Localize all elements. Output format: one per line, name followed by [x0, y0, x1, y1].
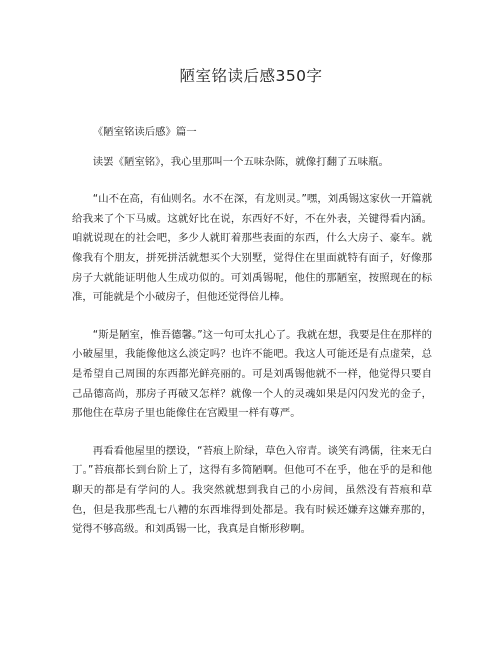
paragraph: “山不在高，有仙则名。水不在深，有龙则灵。”嘿，刘禹锡这家伙一开篇就给我来了个下马威。这就好比在说，东西好不好，不在外表，关键得看内涵。咱就说现在的社会吧，多少人就盯着那些表面的东西，什么大房子、豪车。就像我有个朋友，拼死拼活就想买个大别墅，觉得住在里面就特有面子，好像那房子大就能证明他人生成功似的。可刘禹锡呢，他住的那陋室，按照现在的标准，可能就是个小破房子，但他还觉得倍儿棒。: [72, 193, 432, 304]
paragraph: “斯是陋室，惟吾德馨。”这一句可太扎心了。我就在想，我要是住在那样的小破屋里，我能像他这么淡定吗？也许不能吧。我这人可能还是有点虚荣，总是希望自己周围的东西都光鲜亮丽的。可是刘禹锡他就不一样，他觉得只要自己品德高尚，那房子再破又怎样？就像一个人的灵魂如果是闪闪发光的金子，那他住在草房子里也能像住在宫殿里一样有尊严。: [72, 328, 432, 420]
article-body: [72, 123, 432, 558]
section-subtitle: 《陋室铭读后感》篇一: [92, 126, 197, 138]
paragraph: 再看看他屋里的摆设，“苔痕上阶绿，草色入帘青。谈笑有鸿儒，往来无白丁。”苔痕都长到台阶上了，这得有多简陋啊。但他可不在乎，他在乎的是和他聊天的都是有学问的人。我突然就想到我自己的小房间，虽然没有苔痕和草色，但是我那些乱七八糟的东西堆得到处都是。我有时候还嫌弃这嫌弃那的，觉得不够高级。和刘禹锡一比，我真是自惭形秽啊。: [72, 444, 432, 536]
paragraph: 读罢《陋室铭》，我心里那叫一个五味杂陈，就像打翻了五味瓶。: [92, 155, 389, 168]
page-title: 陋室铭读后感350字: [179, 67, 323, 85]
